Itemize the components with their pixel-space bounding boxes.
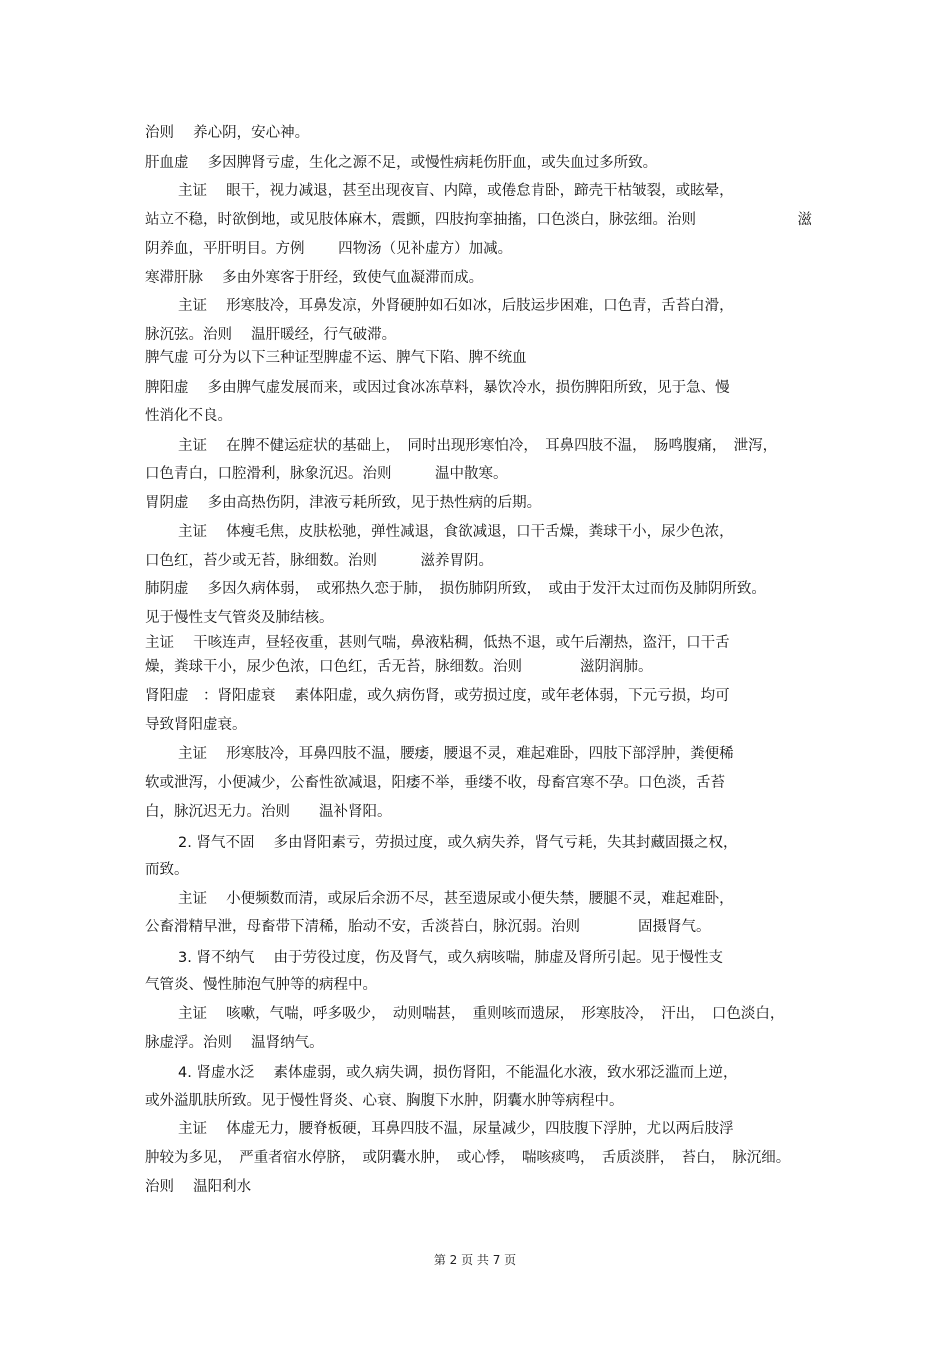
text-line: 气管炎、慢性肺泡气肿等的病程中。 bbox=[145, 977, 377, 993]
text-line: 2. 肾气不固 多由肾阳素亏，劳损过度，或久病失养，肾气亏耗，失其封藏固摄之权， bbox=[178, 835, 738, 851]
text-line: 主证 眼干，视力减退，甚至出现夜盲、内障，或倦怠肯卧，蹄壳干枯皱裂，或眩晕， bbox=[178, 183, 734, 199]
text-line: 导致肾阳虚衰。 bbox=[145, 717, 247, 733]
text-line: 3. 肾不纳气 由于劳役过度，伤及肾气，或久病咳喘，肺虚及肾所引起。见于慢性支 bbox=[178, 950, 724, 966]
page-number-footer: 第 2 页 共 7 页 bbox=[433, 1253, 517, 1267]
text-line: 口色青白，口腔滑利，脉象沉迟。治则 温中散寒。 bbox=[145, 466, 508, 482]
text-line: 软或泄泻，小便减少，公畜性欲减退，阳痿不举，垂缕不收，母畜宫寒不孕。口色淡，舌苔 bbox=[145, 775, 725, 791]
text-line: 主证 小便频数而清，或尿后余沥不尽，甚至遗尿或小便失禁，腰腿不灵，难起难卧， bbox=[178, 891, 734, 907]
text-line: 白，脉沉迟无力。治则 温补肾阳。 bbox=[145, 804, 392, 820]
text-line: 站立不稳，时欲倒地，或见肢体麻木，震颤，四肢拘挛抽搐，口色淡白，脉弦细。治则 滋 bbox=[145, 212, 812, 228]
text-line: 见于慢性支气管炎及肺结核。 bbox=[145, 610, 334, 626]
text-line: 而致。 bbox=[145, 862, 189, 878]
text-line: 阴养血，平肝明目。方例 四物汤（见补虚方）加减。 bbox=[145, 241, 513, 257]
text-line: 主证 体瘦毛焦，皮肤松驰，弹性减退，食欲减退，口干舌燥，粪球干小，尿少色浓， bbox=[178, 524, 734, 540]
text-line: 脉虚浮。治则 温肾纳气。 bbox=[145, 1035, 324, 1051]
text-line: 主证 体虚无力，腰脊板硬，耳鼻四肢不温，尿量减少，四肢腹下浮肿，尤以两后肢浮 bbox=[178, 1121, 734, 1137]
text-line: 脾阳虚 多由脾气虚发展而来，或因过食冰冻草料，暴饮冷水，损伤脾阳所致，见于急、慢 bbox=[145, 380, 730, 396]
text-line: 肝血虚 多因脾肾亏虚，生化之源不足，或慢性病耗伤肝血，或失血过多所致。 bbox=[145, 155, 658, 171]
text-line: 性消化不良。 bbox=[145, 408, 232, 424]
text-line: 脾气虚 可分为以下三种证型脾虚不运、脾气下陷、脾不统血 bbox=[145, 350, 527, 366]
text-line: 主证 形寒肢冷，耳鼻四肢不温，腰痿，腰退不灵，难起难卧，四肢下部浮肿，粪便稀 bbox=[178, 746, 734, 762]
text-line: 主证 形寒肢冷，耳鼻发凉，外肾硬肿如石如冰，后肢运步困难，口色青，舌苔白滑， bbox=[178, 298, 734, 314]
text-line: 肺阴虚 多因久病体弱， 或邪热久恋于肺， 损伤肺阴所致， 或由于发汗太过而伤及肺阴所致。 bbox=[145, 581, 766, 597]
text-line: 公畜滑精早泄，母畜带下清稀，胎动不安，舌淡苔白，脉沉弱。治则 固摄肾气。 bbox=[145, 919, 711, 935]
text-line: 寒滞肝脉 多由外寒客于肝经，致使气血凝滞而成。 bbox=[145, 270, 484, 286]
text-line: 主证 干咳连声，昼轻夜重，甚则气喘，鼻液粘稠，低热不退，或午后潮热，盗汗，口干舌 bbox=[145, 635, 730, 651]
text-line: 肾阳虚 ：肾阳虚衰 素体阳虚，或久病伤肾，或劳损过度，或年老体弱，下元亏损，均可 bbox=[145, 688, 730, 704]
text-line: 或外溢肌肤所致。见于慢性肾炎、心衰、胸腹下水肿，阴囊水肿等病程中。 bbox=[145, 1093, 624, 1109]
text-line: 治则 养心阴，安心神。 bbox=[145, 125, 310, 141]
text-line: 脉沉弦。治则 温肝暖经，行气破滞。 bbox=[145, 327, 397, 343]
text-line: 主证 咳嗽，气喘，呼多吸少， 动则喘甚， 重则咳而遗尿， 形寒肢冷， 汗出， 口色淡白， bbox=[178, 1006, 785, 1022]
text-line: 燥，粪球干小，尿少色浓，口色红，舌无苔，脉细数。治则 滋阴润肺。 bbox=[145, 659, 653, 675]
text-line: 治则 温阳利水 bbox=[145, 1179, 252, 1195]
text-line: 胃阴虚 多由高热伤阴，津液亏耗所致，见于热性病的后期。 bbox=[145, 495, 542, 511]
text-line: 口色红，苔少或无苔，脉细数。治则 滋养胃阴。 bbox=[145, 553, 493, 569]
text-line: 肿较为多见， 严重者宿水停脐， 或阴囊水肿， 或心悸， 喘咳痰鸣， 舌质淡胖， 苔白， 脉沉细。 bbox=[145, 1150, 791, 1166]
text-line: 4. 肾虚水泛 素体虚弱，或久病失调，损伤肾阳，不能温化水液，致水邪泛滥而上逆， bbox=[178, 1065, 738, 1081]
text-line: 主证 在脾不健运症状的基础上， 同时出现形寒怕冷， 耳鼻四肢不温， 肠鸣腹痛， 泄泻， bbox=[178, 438, 778, 454]
